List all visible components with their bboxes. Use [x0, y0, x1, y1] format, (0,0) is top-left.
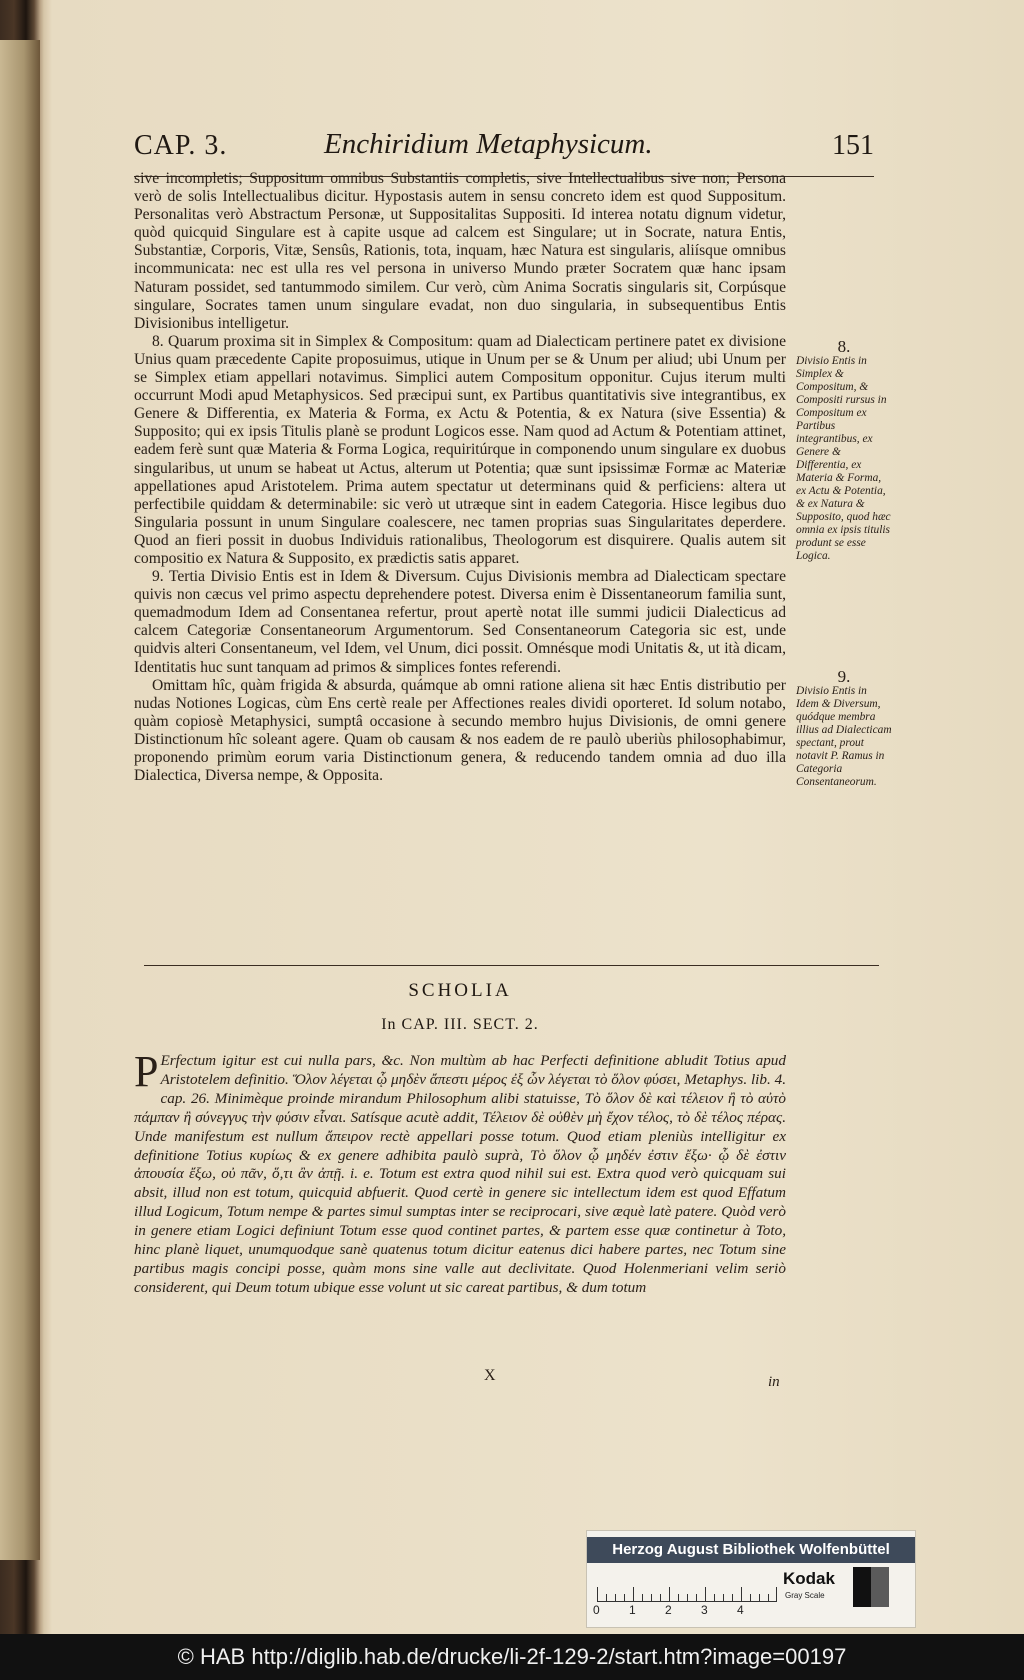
scholia-heading: SCHOLIA — [408, 980, 512, 1001]
catchword: in — [768, 1374, 780, 1390]
scholia-text — [134, 1047, 786, 1298]
margin-note-text: Divisio Entis in Idem & Diversum, quódque membra illius ad Dialecticam spectant, prout notavit P. Ramus in Categoria Consentaneorum. — [796, 685, 892, 788]
scale-ruler — [597, 1577, 777, 1602]
paragraph-9: 9. Tertia Divisio Entis est in Idem & Diversum. Cujus Divisionis membra ad Dialecticam spectare quivis non cæcus vel primo aspectu deprehendere potest. Diversa enim è Dissentaneorum familia sunt, quemadmodum Idem ad Consentanea refertur, prout apertè notat ille summi judicii Dialecticus ad calcem Categoriæ Consentaneorum Argumentorum. Sed Consentaneorum Categoria sic est, unde quidvis alteri Consentaneum, vel Idem, vel Unum, dici possit. Omnésque modi Unitatis &, ut ità dicam, Identitatis huc sunt tanquam ad primos & simplices fontes referendi. — [134, 568, 786, 676]
margin-note-number: 8. — [837, 337, 851, 356]
page-number: 151 — [832, 130, 874, 161]
color-calibration-card — [586, 1530, 916, 1628]
chapter-label: CAP. 3. — [134, 130, 228, 161]
scale-numbers — [591, 1603, 781, 1619]
running-title: Enchiridium Metaphysicum. — [324, 128, 653, 160]
kodak-logo: Kodak — [783, 1569, 835, 1588]
institution-label: Herzog August Bibliothek Wolfenbüttel — [587, 1537, 915, 1563]
paragraph-8: 8. Quarum proxima sit in Simplex & Compositum: quam ad Dialecticam pertinere patet ex divisione Unius quam præcedente Capite proposuimus, utique in Unum per se & Unum per aliud; ubi Unum per se Simplex etiam appellari notavimus. Simplici autem Compositum opponitur. Cujus iterum multi occurrunt Modi apud Metaphysicos. Sed præcipui sunt, ex Partibus quantitativis sive integrantibus, ex Genere & Differentia, ex Materia & Forma, ex Actu & Potentia, & ex Natura (sive Essentia) & Supposito; qui ex ipsis Titulis planè se produnt Logicos esse. Nam quod ad Actum & Potentiam attinet, eadem ferè sunt quæ Materia & Forma Logica, requiritúrque in componendo unum singulare ex duobus singularibus, ut unum se habeat ut Actus, alterum ut Potentia; quæ sunt ipsissimæ Formæ ac Materiæ appellationes apud Aristotelem. Prima autem spectatur ut determinans quid & perficiens: altera ut perfectibile quiddam & determinabile: sic verò ut utræque sint in eadem Categoria. Hisce legibus duo Singularia possunt in unum Singulare coalescere, nec tamen proprias suas Singularitates deperdere. Quod an fieri possit in duobus Individuis rationalibus, Theologorum est disquirere. Qualis autem sit compositio ex Natura & Supposito, ex prædictis satis apparet. — [134, 332, 786, 567]
scale-num: 1 — [629, 1603, 636, 1617]
signature-mark: X — [484, 1367, 496, 1384]
gray-scale-label: Gray Scale — [785, 1591, 825, 1600]
scholia-paragraph: Erfectum igitur est cui nulla pars, &c. Non multùm ab hac Perfecti definitione abludit Totius apud Aristotelem definitio. Ὅλον λέγεται ᾧ μηδὲν ἄπεστι μέρος ἐξ ὧν λέγεται τὸ ὅλον φύσει, Metaphys. lib. 4. cap. 26. Minimèque proinde mirandum Philosophum alibi statuisse, Τὸ ὅλον δὲ καὶ τέλειον ἢ τὸ αὐτὸ πάμπαν ἢ σύνεγγυς τὴν φύσιν εἶναι. Satísque acutè addit, Τέλειον δὲ οὐθὲν μὴ ἔχον τέλος, τὸ δὲ τέλος πέρας. Unde manifestum est nullum ἄπειρον rectè appellari posse totum. Quod etiam pleniùs intelligitur ex definitione Totius κυρίως & ex genere adhibita paulò suprà, Τὸ ὅλον ᾧ μηδέν ἐστιν ἔξω· ᾧ δὲ ἐστιν ἀπουσία ἔξω, οὐ πᾶν, ὅ,τι ἂν ἀπῇ. i. e. Totum est extra quod nihil sui est. Extra quod verò quicquam sui absit, illud non est totum, quicquid abfuerit. Quod certè in genere sic intellectum idem est quod Effatum illud Logicum, Totum nempe & partes simul sumptas inter se reciprocari, sive æquè latè patere. Quòd verò in genere etiam Logici definiunt Totum esse quod continet partes, & partem esse quæ continetur à Toto, hinc planè liquet, unumquodque sanè quatenus totum dicitur eatenus dici habere partes, nec Totum sine partibus magis concipi posse, quàm mons sine valle aut declivitate. Quod Holenmeriani velim seriò considerent, qui Deum totum ubique esse volunt ut sic careat partibus, & dum totum — [134, 1052, 786, 1296]
scale-num: 2 — [665, 1603, 672, 1617]
gray-patch-mid — [871, 1567, 889, 1607]
margin-note-text: Divisio Entis in Simplex & Compositum, & Compositi rursus in Compositum ex Partibus integrantibus, ex Genere & Differentia, ex Materia & Forma, ex Actu & Potentia, & ex Natura & Supposito, quod hæc omnia ex ipsis titulis produnt se esse Logica. — [796, 355, 891, 562]
copyright-footer[interactable]: © HAB http://diglib.hab.de/drucke/li-2f-129-2/start.htm?image=00197 — [0, 1634, 1024, 1680]
drop-cap: P — [134, 1047, 159, 1096]
margin-note-number: 9. — [837, 667, 851, 686]
scale-num: 0 — [593, 1603, 600, 1617]
book-page — [44, 40, 1024, 1560]
margin-note-8 — [796, 337, 892, 563]
scholia-subheading: In CAP. III. SECT. 2. — [381, 1016, 539, 1033]
gray-patch-dark — [853, 1567, 871, 1607]
paragraph-omittam: Omittam hîc, quàm frigida & absurda, quámque ab omni ratione aliena sit hæc Entis distributio per nudas Notiones Logicas, cùm Ens certè reale per Affectiones reales dividi oporteret. Id solum notabo, quàm copiosè Metaphysici, sumptâ occasione à secundo membro hujus Divisionis, de omni genere Distinctionum hîc soleant agere. Quam ob causam & nos eadem de re paulò uberiùs philosophabimur, proponendo primùm eorum varia Distinctionum genera, & reducendo tandem omnia ad duo illa Dialectica, Diversa nempe, & Opposita. — [134, 676, 786, 785]
section-rule — [144, 965, 879, 966]
paragraph-continued: sive incompletis; Suppositum omnibus Substantiis completis, sive Intellectualibus sive non; Persona verò de solis Intellectualibus dicitur. Hypostasis autem in sensu concreto idem est quod Suppositum. Personalitas verò Abstractum Personæ, ut Suppositalitas Suppositi. Id interea notatu dignum videtur, quòd quicquid Singulare est à capite usque ad calcem est Singulare; ut in Socrate, natura Entis, Substantiæ, Corporis, Vitæ, Sensûs, Rationis, tota, inquam, hæc Natura est singularis, aliísque omnibus incommunicata: nec est ulla res vel persona in universo Mundo præter Socratem quæ hanc ipsam Naturam possidet, sed tantummodo similem. Cur verò, cùm Anima Socratis singularis sit, Corpúsque singulare, Socrates tamen unum singulare evadat, non duo singularia, in subsequentibus Entis Divisionibus intelligetur. — [134, 170, 786, 332]
scale-num: 3 — [701, 1603, 708, 1617]
margin-note-9 — [796, 667, 892, 789]
scale-num: 4 — [737, 1603, 744, 1617]
main-text — [134, 170, 786, 785]
binding-edge — [0, 40, 40, 1560]
